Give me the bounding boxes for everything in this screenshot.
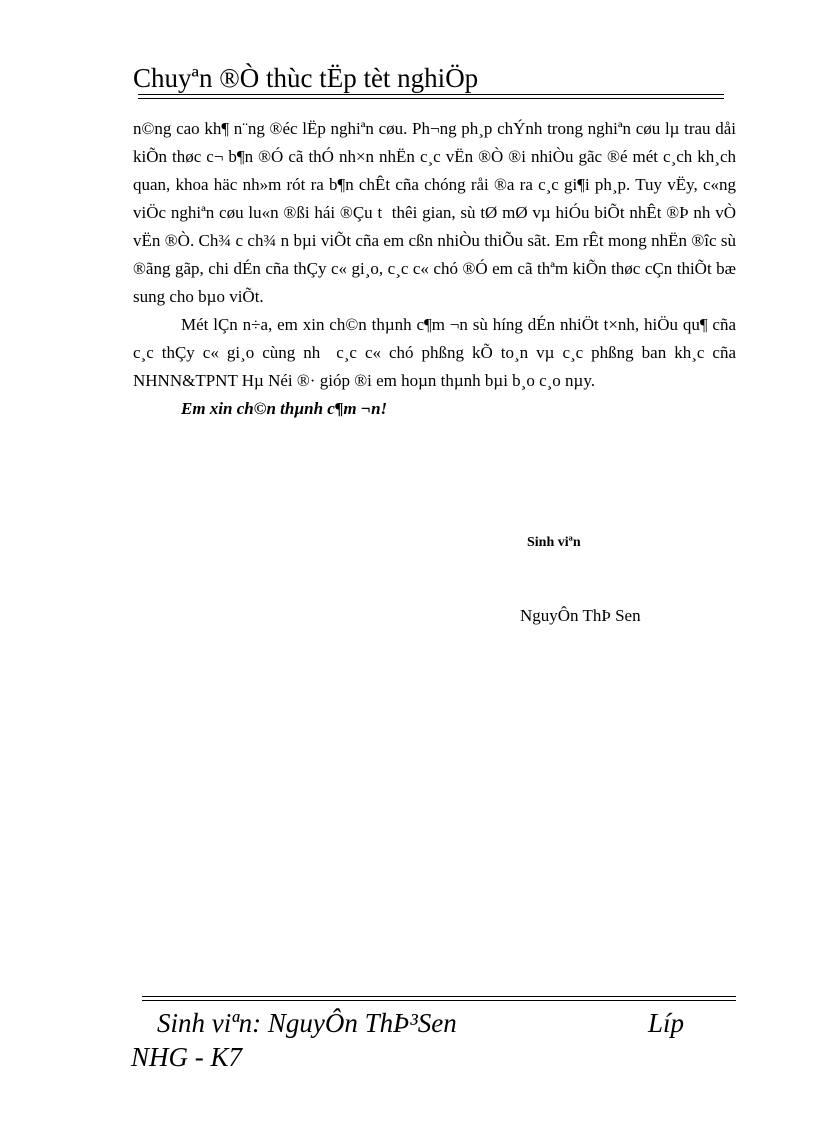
footer-student: Sinh viªn: NguyÔn ThÞ³Sen [157,1008,457,1038]
footer-class-label: Líp [648,1008,685,1038]
footer-class-name: NHG - K7 [131,1042,243,1072]
page-header-title: Chuyªn ®Ò thùc tËp tèt nghiÖp [133,63,479,93]
signature-name: NguyÔn ThÞ Sen [520,606,641,625]
header-rule-top [138,94,724,95]
body-text [133,115,736,423]
header-rule-bottom [138,98,724,99]
signature-label: Sinh viªn [527,535,581,550]
body-paragraph: n©ng cao kh¶ n¨ng ®éc lËp nghiªn cøu. Ph¬ng ph¸p chÝnh trong nghiªn cøu lµ trau dåi kiÕn thøc c¬ b¶n ®Ó cã thÓ nh×n nhËn c¸c vËn ®Ò ®i nhiÒu gãc ®é mét c¸ch kh¸ch quan, khoa häc nh»m rót ra b¶n chÊt cña chóng råi ®a ra c¸c gi¶i ph¸p. Tuy vËy, c«ng viÖc nghiªn cøu lu«n ®ßi hái ®Çu t thêi gian, sù tØ mØ vµ hiÓu biÕt nhÊt ®Þ nh vÒ vËn ®Ò. Ch¾ c ch¾ n bµi viÕt cña em cßn nhiÒu thiÕu sãt. Em rÊt mong nhËn ®îc sù ®ãng gãp, chi dÉn cña thÇy c« gi¸o, c¸c c« chó ®Ó em cã thªm kiÕn thøc cÇn thiÕt bæ sung cho bµo viÕt. [133,119,736,306]
footer-rule-top [142,996,736,997]
body-paragraph: Mét lÇn n÷a, em xin ch©n thµnh c¶m ¬n sù híng dÉn nhiÖt t×nh, hiÖu qu¶ cña c¸c thÇy c« gi¸o cùng nh c¸c c« chó phßng kÕ to¸n vµ c¸c phßng ban kh¸c cña NHNN&TPNT Hµ Néi ®· gióp ®i em hoµn thµnh bµi b¸o c¸o nµy. [133,315,736,390]
footer-rule-bottom [142,1000,736,1001]
thanks-line: Em xin ch©n thµnh c¶m ¬n! [181,399,388,418]
